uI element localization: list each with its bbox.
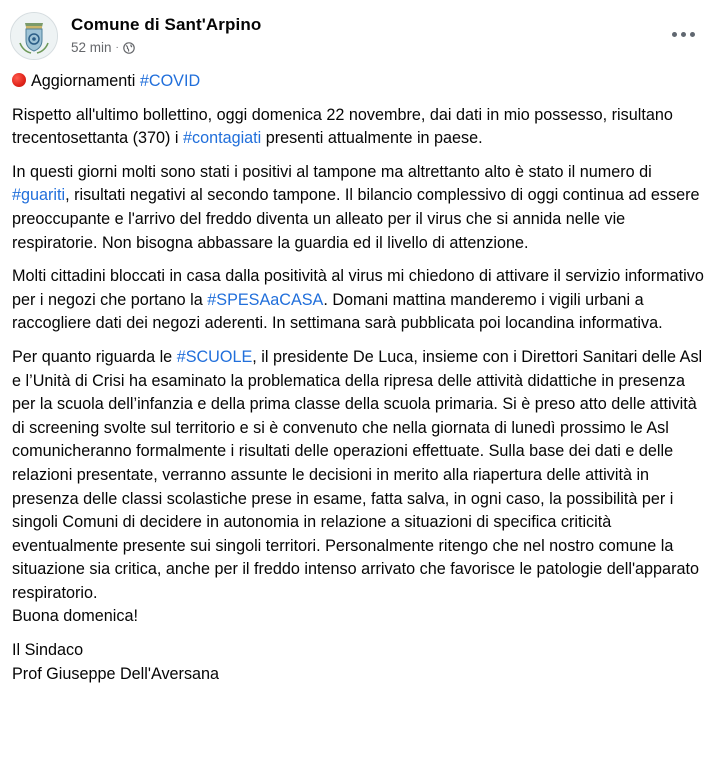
hashtag-contagiati[interactable]: #contagiati — [182, 129, 262, 148]
more-options-icon-dot — [681, 32, 686, 37]
paragraph-2-text-b: , risultati negativi al secondo tampone. Il bilancio complessivo di oggi continua ad essere preoccupante e l'arrivo del freddo diventa un alleato per il virus che si annida nelle vie respiratorie. Non bisogna abbassare la guardia ed il livello di attenzione. — [12, 186, 700, 252]
more-options-button[interactable] — [665, 22, 701, 46]
paragraph-3 — [12, 265, 712, 336]
paragraph-1-text-a: Rispetto all'ultimo bollettino, oggi domenica 22 novembre, dai dati in mio possesso, risultano trecentosettanta (370) i — [12, 105, 673, 148]
paragraph-4-text-a: Per quanto riguarda le — [12, 347, 177, 366]
signature — [12, 639, 712, 686]
hashtag-covid[interactable]: #COVID — [139, 72, 201, 90]
post-timestamp[interactable]: 52 min — [71, 40, 112, 55]
paragraph-3-text-a: Molti cittadini bloccati in casa dalla positività al virus mi chiedono di attivare il servizio informativo per i negozi che portano la — [12, 267, 704, 309]
more-options-icon-dot — [690, 32, 695, 37]
closing-greeting: Buona domenica! — [12, 607, 138, 626]
more-options-icon — [672, 32, 677, 37]
red-circle-icon — [12, 73, 26, 87]
hashtag-scuole[interactable]: #SCUOLE — [176, 347, 253, 366]
hashtag-guariti[interactable]: #guariti — [12, 186, 66, 205]
municipal-crest-icon — [11, 13, 57, 59]
signature-title: Il Sindaco — [12, 641, 84, 660]
post-meta — [71, 40, 135, 55]
post-header — [10, 12, 705, 64]
paragraph-2-text-a: In questi giorni molti sono stati i positivi al tampone ma altrettanto alto è stato il numero di — [12, 162, 652, 181]
paragraph-1-text-b: presenti attualmente in paese. — [261, 129, 483, 148]
paragraph-1 — [12, 104, 712, 151]
paragraph-4 — [12, 346, 712, 629]
paragraph-3-text-b: . Domani mattina manderemo i vigili urbani a raccogliere dati dei negozi aderenti. In settimana sarà pubblicata poi locandina informativa. — [12, 290, 663, 333]
meta-separator: · — [115, 41, 119, 53]
page-avatar[interactable] — [10, 12, 58, 60]
hashtag-spesaacasa[interactable]: #SPESAaCASA — [207, 290, 324, 309]
post-body — [12, 70, 712, 696]
page-name-link[interactable]: Comune di Sant'Arpino — [71, 15, 262, 34]
post-title-text: Aggiornamenti — [31, 72, 140, 90]
signature-name: Prof Giuseppe Dell'Aversana — [12, 664, 220, 683]
paragraph-4-text-b: , il presidente De Luca, insieme con i Direttori Sanitari delle Asl e l’Unità di Crisi ha esaminato la problematica della ripresa delle attività didattiche in presenza per la scuola dell’infanzia e della prima classe della scuola primaria. Si è preso atto delle attività di screening svolte sul territorio e si è convenuto che nella giornata di lunedì prossimo le Asl comunicheranno formalmente i risultati delle operazioni effettuate. Sulla base dei dati e delle relazioni presentate, verranno assunte le decisioni in merito alla riapertura delle attività in presenza delle classi scolastiche prese in esame, fatta salva, in ogni caso, la possibilità per i singoli Comuni di decidere in autonomia in relazione a situazioni di specifica criticità eventualmente presente sui singoli territori. Personalmente ritengo che nel nostro comune la situazione sia critica, anche per il freddo intenso arrivato che favorisce le patologie dell'apparato respiratorio. — [12, 347, 703, 602]
post-title-line — [12, 70, 712, 94]
globe-icon[interactable] — [123, 42, 135, 54]
paragraph-2 — [12, 161, 712, 255]
